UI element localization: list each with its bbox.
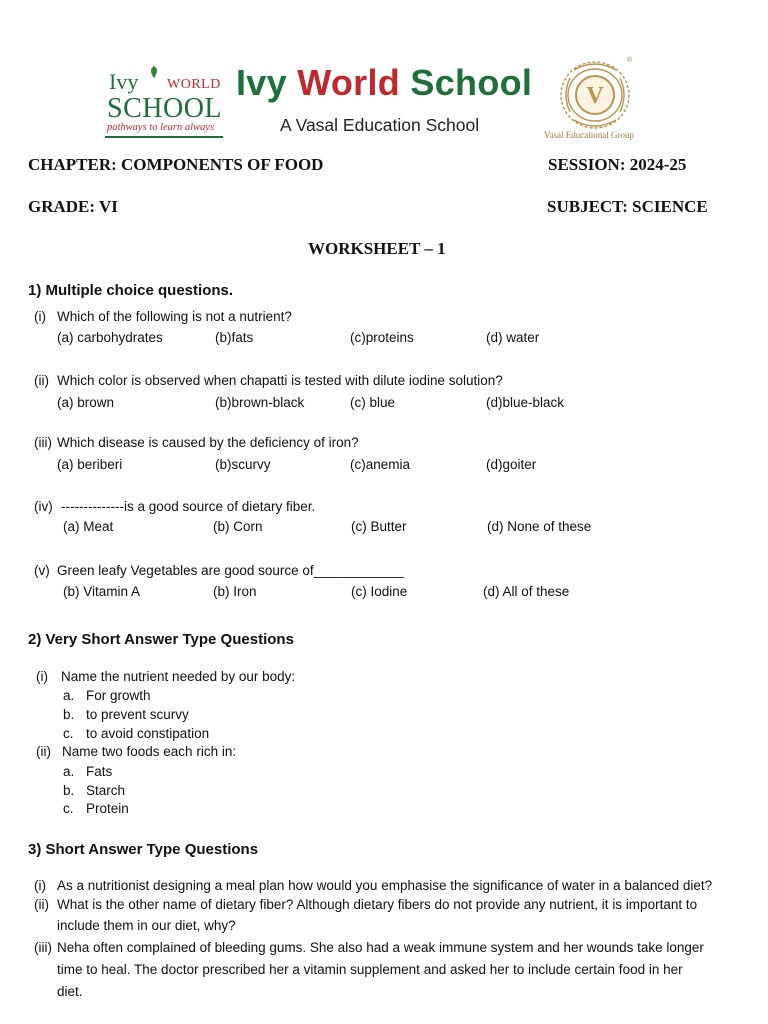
question-number: (i) [36,669,48,684]
question-text: As a nutritionist designing a meal plan how would you emphasise the significance of water in a balanced diet? [57,878,713,893]
logo-underline [105,136,223,138]
list-marker: b. [63,783,75,798]
emblem-caption: Vasal Educational Group [544,130,634,140]
grade-label: GRADE: VI [28,197,118,216]
logo-world-text: WORLD [167,77,221,92]
emblem-registered-mark: ® [627,57,633,64]
logo-school-text: SCHOOL [107,93,223,124]
logo-ivy-text: Ivy [109,69,139,94]
question-text-continued: time to heal. The doctor prescribed her a vitamin supplement and asked her to include certain food in her [57,962,683,977]
option-b: (b)brown-black [215,395,305,410]
option-d: (d) All of these [483,584,570,599]
list-marker: a. [63,688,75,703]
question-text: Name the nutrient needed by our body: [61,669,296,684]
list-item: Starch [86,783,126,798]
question-text-continued: include them in our diet, why? [57,918,236,933]
option-c: (c) Butter [351,519,407,534]
emblem-letter: V [586,83,604,109]
question-number: (iii) [34,435,52,450]
subject-label: SUBJECT: SCIENCE [547,197,708,216]
question-text: Green leafy Vegetables are good source of____________ [57,563,404,578]
question-number: (v) [34,563,50,578]
chapter-label: CHAPTER: COMPONENTS OF FOOD [28,155,324,174]
worksheet-title: WORKSHEET – 1 [308,239,446,258]
list-item: to avoid constipation [86,726,210,741]
section1-heading: 1) Multiple choice questions. [28,282,234,299]
option-b: (b)scurvy [215,457,271,472]
school-title [236,62,532,104]
option-b: (b)fats [215,330,254,345]
option-b: (b) Corn [213,519,263,534]
option-c: (c)anemia [350,457,411,472]
option-a: (a) brown [57,395,115,410]
option-a: (b) Vitamin A [63,584,141,599]
question-number: (i) [34,878,46,893]
option-a: (a) Meat [63,519,114,534]
school-title-world: World [297,62,401,103]
option-a: (a) carbohydrates [57,330,163,345]
option-d: (d) None of these [487,519,592,534]
list-item: Protein [86,801,129,816]
option-c: (c) blue [350,395,396,410]
question-number: (ii) [36,744,51,759]
school-title-ivy: Ivy [236,62,287,103]
option-a: (a) beriberi [57,457,123,472]
question-text: What is the other name of dietary fiber? Although dietary fibers do not provide any nutrient, it is important to [57,897,698,912]
question-text: Which of the following is not a nutrient? [57,309,292,324]
list-marker: c. [63,726,74,741]
school-title-school: School [410,62,533,103]
list-item: Fats [86,764,113,779]
question-number: (ii) [34,897,49,912]
list-marker: b. [63,707,75,722]
question-text: --------------is a good source of dietary fiber. [61,499,316,514]
list-item: For growth [86,688,151,703]
list-marker: a. [63,764,75,779]
logo-tagline: pathways to learn always [107,122,215,133]
ivy-world-school-logo [103,63,227,139]
question-text: Name two foods each rich in: [62,744,237,759]
list-marker: c. [63,801,74,816]
option-d: (d) water [486,330,540,345]
question-text: Which disease is caused by the deficiency of iron? [57,435,359,450]
option-c: (c)proteins [350,330,414,345]
question-number: (i) [34,309,46,324]
section3-heading: 3) Short Answer Type Questions [28,841,259,858]
question-number: (ii) [34,373,49,388]
school-subtitle: A Vasal Education School [280,115,480,135]
question-text: Neha often complained of bleeding gums. She also had a weak immune system and her wounds take longer [57,940,704,955]
option-b: (b) Iron [213,584,257,599]
question-text-continued: diet. [57,984,83,999]
option-c: (c) Iodine [351,584,408,599]
question-number: (iii) [34,940,52,955]
option-d: (d)goiter [486,457,537,472]
section2-heading: 2) Very Short Answer Type Questions [28,631,294,648]
question-number: (iv) [34,499,53,514]
list-item: to prevent scurvy [86,707,189,722]
leaf-icon [147,65,161,79]
option-d: (d)blue-black [486,395,565,410]
question-text: Which color is observed when chapatti is tested with dilute iodine solution? [57,373,503,388]
session-label: SESSION: 2024-25 [548,155,687,174]
vasal-emblem-icon [556,58,634,132]
